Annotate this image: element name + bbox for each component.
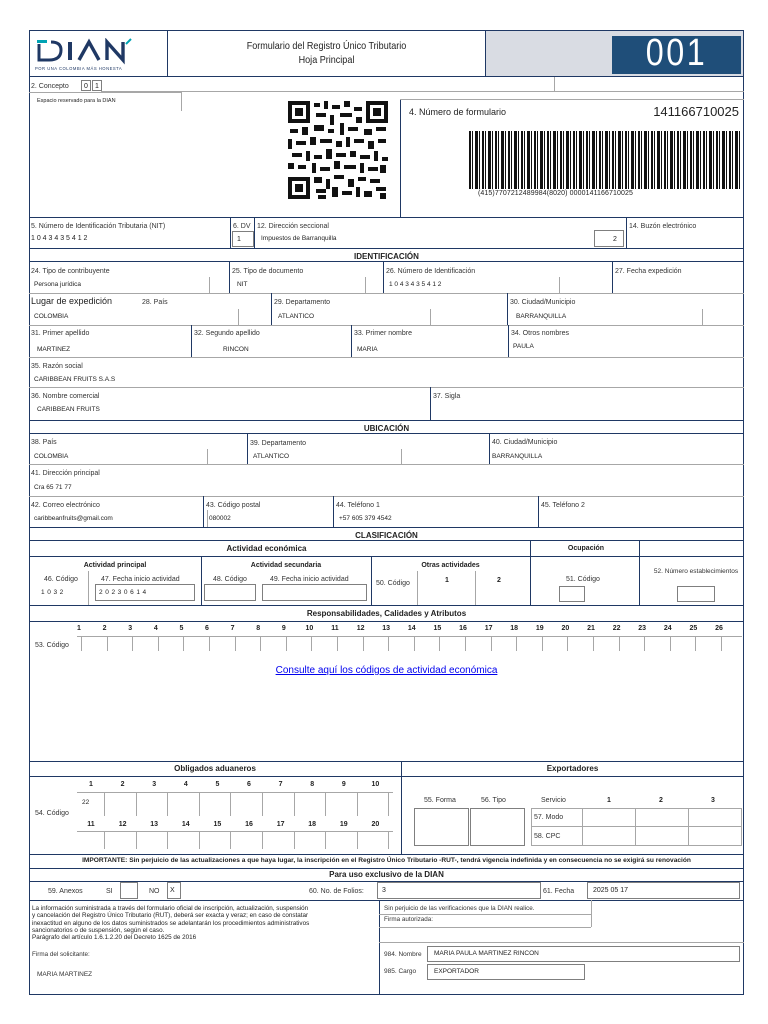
nit-label: 5. Número de Identificación Tributaria (NIT) [31, 223, 166, 230]
resp-number: 19 [535, 625, 544, 632]
resp-number: 1 [77, 625, 81, 632]
folios-value: 3 [382, 887, 386, 894]
aduana-number: 4 [183, 781, 188, 788]
aduana-number: 7 [278, 781, 283, 788]
resp-number: 23 [638, 625, 647, 632]
num-id-value: 1 0 4 3 4 3 5 4 1 2 [389, 281, 442, 288]
importante-notice: IMPORTANTE: Sin perjuicio de las actualizaciones a que haya lugar, la inscripción en el Registro Único Tributario -RUT-, tendrá vigencia indefinida y en consecuencia no se exigirá su renovación [82, 857, 691, 864]
tipo-doc-label: 25. Tipo de documento [232, 268, 304, 275]
aduana-number: 9 [341, 781, 346, 788]
resp-number: 17 [484, 625, 493, 632]
resp-number: 11 [331, 625, 339, 632]
modo-label: 57. Modo [534, 814, 564, 821]
ciudad-label: 30. Ciudad/Municipio [510, 299, 576, 306]
aduana-cell-divider[interactable] [104, 831, 105, 849]
resp-code-cell-divider[interactable] [107, 636, 108, 651]
tel2-label: 45. Teléfono 2 [541, 502, 585, 509]
dv-value: 1 [237, 236, 241, 243]
c49-box[interactable] [262, 584, 367, 601]
resp-number: 9 [281, 625, 286, 632]
resp-number: 15 [433, 625, 442, 632]
forma-label: 55. Forma [424, 797, 456, 804]
seccional-code-box[interactable] [594, 230, 624, 247]
resp-code-cell-divider[interactable] [567, 636, 568, 651]
aduana-cell-divider[interactable] [388, 792, 389, 816]
resp-code-label: 53. Código [35, 642, 69, 649]
aduana-number: 14 [181, 821, 190, 828]
depto-value: ATLANTICO [278, 313, 314, 320]
sigla-label: 37. Sigla [433, 393, 461, 400]
resp-code-cell-divider[interactable] [695, 636, 696, 651]
nombre2-label: 34. Otros nombres [511, 330, 569, 337]
aduana-cell-divider[interactable] [136, 831, 137, 849]
anexos-label: 59. Anexos [48, 888, 83, 895]
ubic-depto-label: 39. Departamento [250, 440, 307, 447]
resp-number: 14 [407, 625, 416, 632]
resp-code-cell-divider[interactable] [516, 636, 517, 651]
tel1-label: 44. Teléfono 1 [336, 502, 380, 509]
resp-number: 26 [715, 625, 723, 632]
ubicacion-title: UBICACIÓN [363, 424, 410, 433]
seccional-value: Impuestos de Barranquilla [261, 235, 337, 242]
fecha-exp-label: 27. Fecha expedición [615, 268, 682, 275]
email-label: 42. Correo electrónico [31, 502, 100, 509]
aduana-cells-top [77, 792, 393, 793]
form-title: Formulario del Registro Único Tributario [246, 40, 407, 52]
resp-code-cell-divider[interactable] [593, 636, 594, 651]
dir-label: 41. Dirección principal [31, 470, 100, 477]
ubic-ciudad-label: 40. Ciudad/Municipio [492, 439, 558, 446]
legal-text [32, 905, 372, 941]
ubic-pais-value: COLOMBIA [34, 453, 69, 460]
aduana-cells-mid [77, 831, 393, 832]
aduana-number: 13 [150, 821, 159, 828]
aduana-cell-divider[interactable] [199, 792, 200, 816]
otras-2: 2 [497, 577, 501, 584]
aduana-number: 20 [371, 821, 380, 828]
firma-solicitante-label: Firma del solicitante: [32, 951, 90, 958]
resp-code-cell-divider[interactable] [311, 636, 312, 651]
c51-label: 51. Código [566, 576, 600, 583]
resp-code-cell-divider[interactable] [491, 636, 492, 651]
solicitante-name: MARIA MARTINEZ [37, 971, 93, 978]
tipo-box[interactable] [470, 808, 525, 846]
aduana-number: 19 [339, 821, 348, 828]
ubic-depto-value: ATLANTICO [253, 453, 289, 460]
c49-label: 49. Fecha inicio actividad [270, 576, 349, 583]
cargo-label: 985. Cargo [384, 968, 417, 975]
seccional-label: 12. Dirección seccional [257, 223, 329, 230]
tipo-doc-value: NIT [237, 281, 248, 288]
c51-box[interactable] [559, 586, 585, 602]
act-principal-label: Actividad principal [83, 562, 147, 569]
resp-number: 3 [128, 625, 133, 632]
resp-code-cell-divider[interactable] [465, 636, 466, 651]
resp-code-cell-divider[interactable] [286, 636, 287, 651]
resp-code-cell-divider[interactable] [439, 636, 440, 651]
nombre-value: MARIA PAULA MARTINEZ RINCON [434, 950, 539, 957]
exportadores-title: Exportadores [546, 764, 599, 773]
resp-code-cell-divider[interactable] [235, 636, 236, 651]
postal-value: 080002 [209, 515, 231, 522]
nombre1-label: 33. Primer nombre [354, 330, 412, 337]
resp-code-cell-divider[interactable] [721, 636, 722, 651]
aduana-number: 8 [310, 781, 315, 788]
resp-number: 20 [561, 625, 570, 632]
resp-code-cell-divider[interactable] [644, 636, 645, 651]
lugar-exp-label: Lugar de expedición [31, 296, 113, 306]
barcode [469, 131, 741, 189]
aduana-number: 12 [118, 821, 127, 828]
seccional-code: 2 [613, 236, 617, 243]
dir-value: Cra 65 71 77 [34, 484, 72, 491]
comercial-label: 36. Nombre comercial [31, 393, 100, 400]
resp-number: 22 [612, 625, 621, 632]
resp-code-cell-divider[interactable] [81, 636, 82, 651]
aduana-number: 1 [89, 781, 93, 788]
nombre1-value: MARIA [357, 346, 378, 353]
aduana-cell-divider[interactable] [199, 831, 200, 849]
anexos-si-box[interactable] [120, 882, 138, 899]
legal-line: inexactitud en alguno de los datos suministrados se adelantarán los procedimientos administrativos [32, 919, 310, 927]
page-code: 001 [645, 32, 708, 74]
resp-code-cell-divider[interactable] [414, 636, 415, 651]
aduana-number: 5 [215, 781, 220, 788]
c52-label: 52. Número establecimientos [653, 568, 739, 575]
resp-code-cell-divider[interactable] [260, 636, 261, 651]
servicio-1: 1 [607, 797, 611, 804]
resp-number: 21 [587, 625, 595, 632]
cargo-value: EXPORTADOR [434, 968, 479, 975]
servicio-2: 2 [659, 797, 663, 804]
resp-code-cell-divider[interactable] [132, 636, 133, 651]
resp-code-cell-top [77, 636, 742, 637]
resp-number: 8 [256, 625, 261, 632]
tipo-contrib-value: Persona jurídica [34, 281, 81, 288]
resp-code-cell-divider[interactable] [619, 636, 620, 651]
pais-value: COLOMBIA [34, 313, 69, 320]
aduana-number: 15 [213, 821, 222, 828]
nombre2-value: PAULA [513, 343, 534, 350]
resp-code-cell-divider[interactable] [337, 636, 338, 651]
aduana-cell-divider[interactable] [136, 792, 137, 816]
verificaciones-text: Sin perjuicio de las verificaciones que la DIAN realice. [384, 905, 535, 912]
legal-line: y cancelación del Registro Único Tributario (RUT), deberá ser exacta y veraz; en caso de constatar [32, 912, 309, 920]
dv-box[interactable] [232, 231, 254, 247]
ubic-pais-label: 38. País [31, 439, 57, 446]
aduana-number: 16 [245, 821, 253, 828]
aduana-cell-divider[interactable] [167, 831, 168, 849]
aduana-cell-divider[interactable] [167, 792, 168, 816]
resp-number: 4 [153, 625, 158, 632]
form-number: 141166710025 [653, 104, 739, 119]
aduana-number: 6 [247, 781, 251, 788]
aduana-number: 11 [87, 821, 95, 828]
anexos-no-mark: X [170, 887, 175, 894]
actividad-link[interactable]: Consulte aquí los códigos de actividad económica [275, 665, 498, 676]
responsabilidades-title: Responsabilidades, Calidades y Atributos [306, 609, 467, 618]
identificacion-title: IDENTIFICACIÓN [354, 252, 419, 261]
fecha-value: 2025 05 17 [593, 887, 629, 894]
aduana-cell-divider[interactable] [357, 792, 358, 816]
apellido1-value: MARTINEZ [37, 346, 71, 353]
aduana-number: 10 [371, 781, 380, 788]
razon-label: 35. Razón social [31, 363, 83, 370]
aduana-cell-divider[interactable] [230, 831, 231, 849]
clasificacion-title: CLASIFICACIÓN [355, 531, 418, 540]
resp-code-cell-divider[interactable] [363, 636, 364, 651]
ciudad-value: BARRANQUILLA [516, 313, 567, 320]
aduana-cell-divider[interactable] [294, 831, 295, 849]
comercial-value: CARIBBEAN FRUITS [37, 406, 100, 413]
concepto-digit-2: 1 [95, 83, 99, 90]
ocupacion-title: Ocupación [567, 545, 605, 552]
aduana-cell-divider[interactable] [230, 792, 231, 816]
pais-label: 28. País [142, 299, 168, 306]
c48-label: 48. Código [213, 576, 247, 583]
apellido2-label: 32. Segundo apellido [194, 330, 260, 337]
resp-number: 25 [689, 625, 698, 632]
logo-tagline: POR UNA COLOMBIA MÁS HONESTA [35, 66, 123, 71]
otras-actividades-label: Otras actividades [421, 562, 480, 569]
act-secundaria-label: Actividad secundaria [250, 562, 322, 569]
folios-box[interactable] [377, 882, 541, 899]
c47-value: 2 0 2 3 0 6 1 4 [99, 589, 147, 596]
aduana-cell-divider[interactable] [325, 792, 326, 816]
c50-label: 50. Código [376, 580, 410, 587]
resp-number: 6 [205, 625, 209, 632]
aduana-cell-divider[interactable] [104, 792, 105, 816]
c46-label: 46. Código [44, 576, 78, 583]
otras-1: 1 [445, 577, 449, 584]
forma-box[interactable] [414, 808, 469, 846]
form-number-label: 4. Número de formulario [409, 107, 507, 117]
tipo-label: 56. Tipo [481, 797, 506, 804]
fecha-label: 61. Fecha [543, 888, 575, 895]
email-value: caribbeanfruits@gmail.com [34, 515, 113, 522]
razon-value: CARIBBEAN FRUITS S.A.S [34, 376, 116, 383]
reserved-label: Espacio reservado para la DIAN [37, 98, 116, 104]
tipo-contrib-label: 24. Tipo de contribuyente [31, 268, 110, 275]
ubic-ciudad-value: BARRANQUILLA [492, 453, 543, 460]
resp-number: 10 [305, 625, 314, 632]
aduana-cell-divider[interactable] [357, 831, 358, 849]
resp-code-cell-divider[interactable] [158, 636, 159, 651]
servicio-label: Servicio [541, 797, 566, 804]
resp-number: 24 [663, 625, 672, 632]
resp-number: 5 [179, 625, 184, 632]
resp-number: 12 [356, 625, 365, 632]
aduana-first-value: 22 [82, 799, 90, 806]
aduana-number: 2 [120, 781, 125, 788]
aduana-cell-divider[interactable] [262, 831, 263, 849]
resp-number: 16 [459, 625, 467, 632]
resp-number: 13 [382, 625, 391, 632]
obligados-title: Obligados aduaneros [174, 764, 256, 773]
rut-form [29, 30, 744, 995]
si-label: SI [106, 888, 113, 895]
concepto-digit-1: 0 [84, 83, 88, 90]
resp-code-cell-divider[interactable] [209, 636, 210, 651]
aduana-number: 18 [308, 821, 317, 828]
resp-code-cell-divider[interactable] [542, 636, 543, 651]
num-id-label: 26. Número de Identificación [386, 268, 476, 275]
resp-number: 18 [510, 625, 519, 632]
legal-line: La información suministrada a través del formulario oficial de inscripción, actualización, suspensión [32, 905, 309, 912]
exclusivo-title: Para uso exclusivo de la DIAN [329, 870, 444, 879]
legal-line: sancionatorios o de suspensión, según el caso. [32, 926, 165, 934]
resp-code-cell-divider[interactable] [388, 636, 389, 651]
servicio-3: 3 [711, 797, 715, 804]
c48-box[interactable] [204, 584, 256, 601]
firma-autorizada-label: Firma autorizada: [384, 916, 433, 923]
form-subtitle: Hoja Principal [298, 54, 355, 66]
dv-label: 6. DV [233, 223, 251, 230]
aduana-code-label: 54. Código [35, 810, 69, 817]
resp-number: 2 [102, 625, 107, 632]
nit-value: 1 0 4 3 4 3 5 4 1 2 [31, 235, 88, 242]
concepto-label: 2. Concepto [31, 83, 69, 90]
no-label: NO [149, 888, 160, 895]
cpc-label: 58. CPC [534, 833, 561, 840]
c46-value: 1 0 3 2 [41, 589, 64, 596]
aduana-cell-divider[interactable] [388, 831, 389, 849]
actividad-economica-title: Actividad económica [226, 544, 307, 553]
c47-label: 47. Fecha inicio actividad [101, 576, 180, 583]
aduana-cell-divider[interactable] [262, 792, 263, 816]
aduana-number: 17 [276, 821, 285, 828]
aduana-number: 3 [152, 781, 157, 788]
aduana-cell-divider[interactable] [325, 831, 326, 849]
buzon-label: 14. Buzón electrónico [629, 223, 697, 230]
postal-label: 43. Código postal [206, 502, 261, 509]
apellido2-value: RINCON [223, 346, 249, 353]
legal-line: Parágrafo del artículo 1.6.1.2.20 del Decreto 1625 de 2016 [32, 934, 197, 942]
resp-code-cell-divider[interactable] [183, 636, 184, 651]
c52-box[interactable] [677, 586, 715, 602]
tel1-value: +57 605 379 4542 [339, 515, 392, 522]
depto-label: 29. Departamento [274, 299, 331, 306]
aduana-cell-divider[interactable] [294, 792, 295, 816]
resp-code-cell-divider[interactable] [670, 636, 671, 651]
folios-label: 60. No. de Folios: [309, 888, 364, 895]
apellido1-label: 31. Primer apellido [31, 330, 90, 337]
barcode-text: (415)7707212489984(8020) 0000141166710025 [478, 190, 633, 197]
resp-number: 7 [230, 625, 235, 632]
nombre-label: 984. Nombre [384, 951, 422, 958]
qr-code [288, 101, 388, 199]
